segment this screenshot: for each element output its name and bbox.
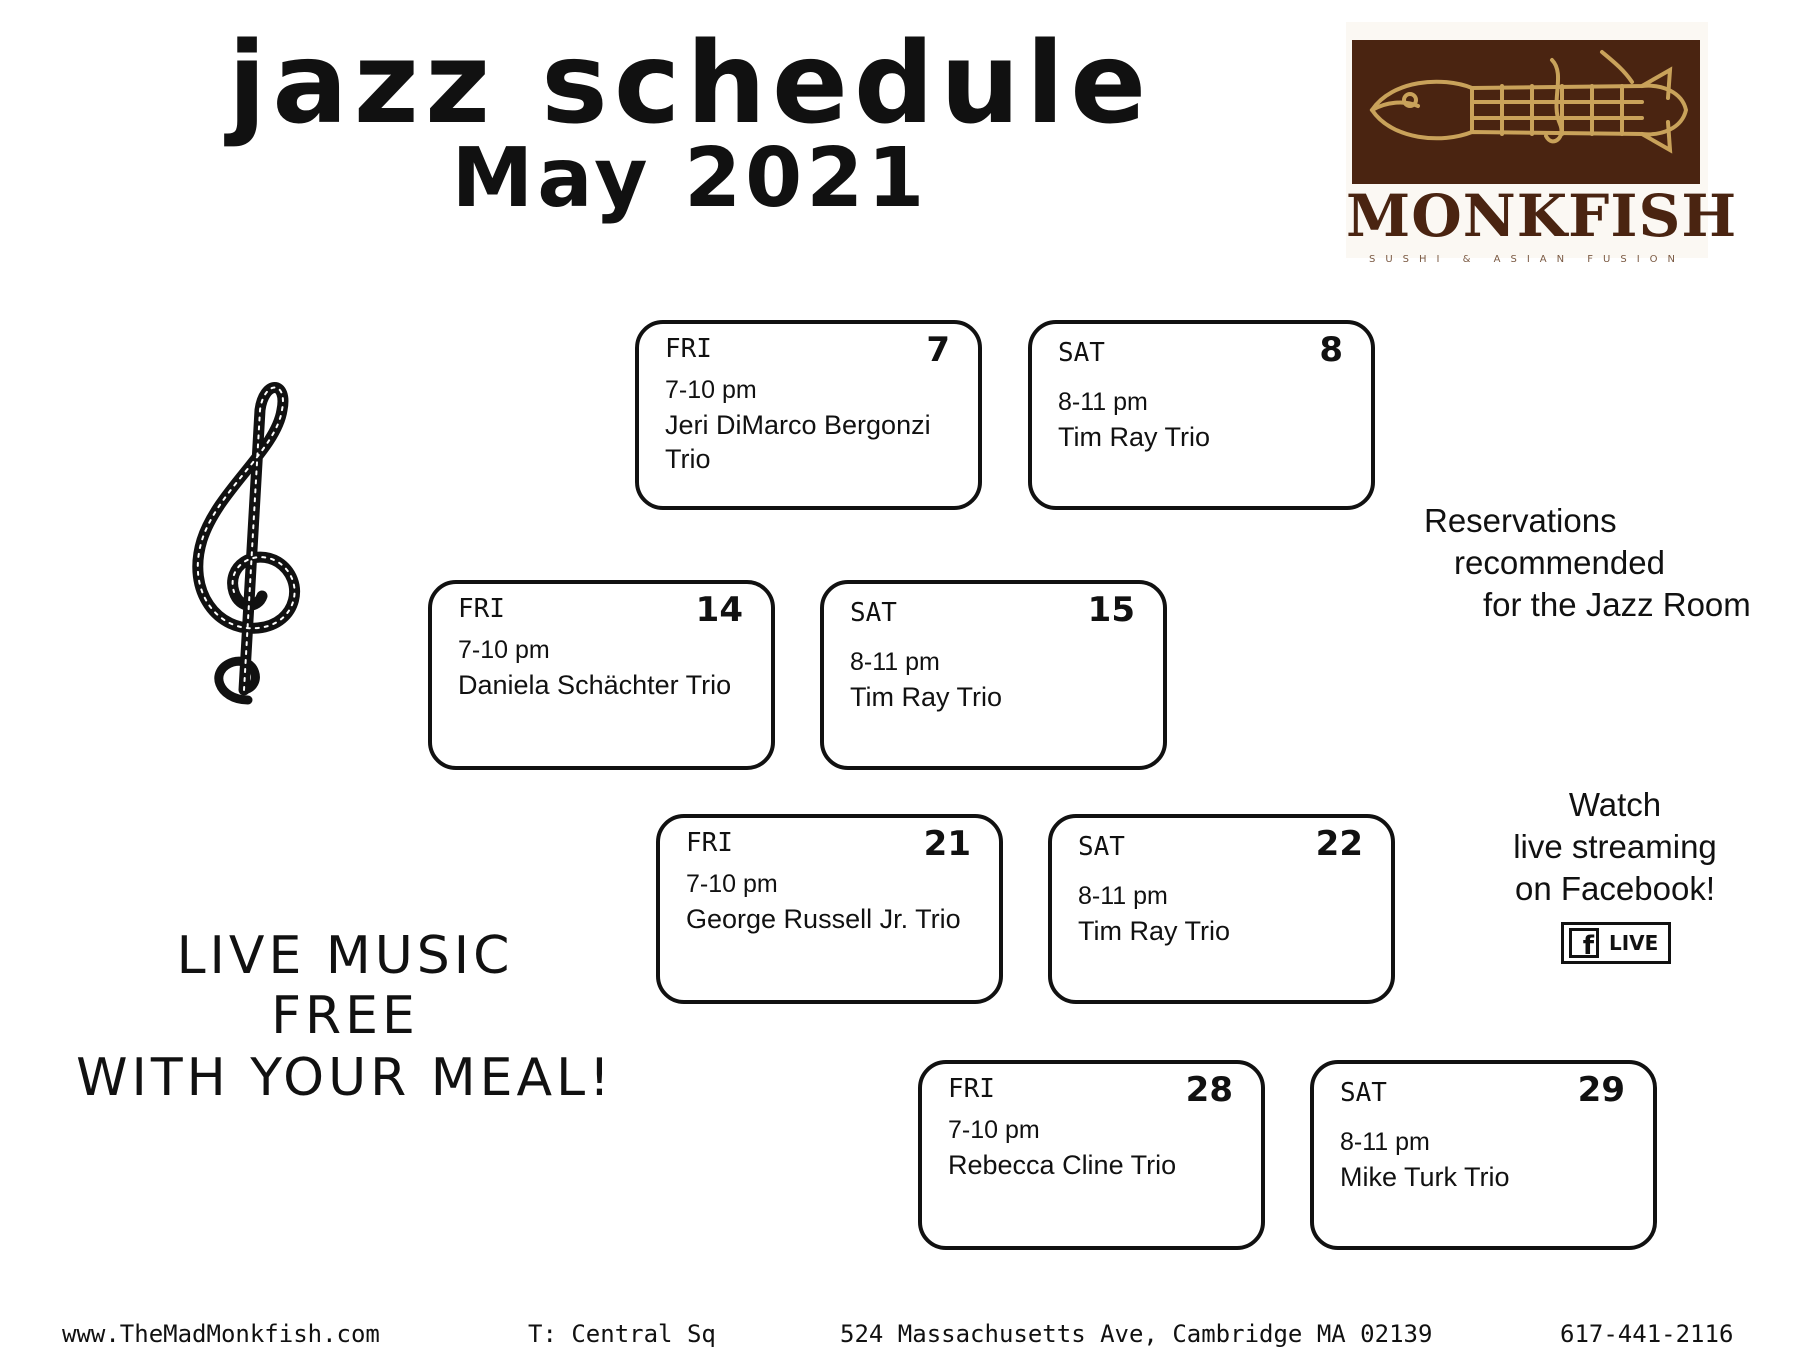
schedule-card-sat-15	[820, 580, 1167, 770]
card-date: 8	[1319, 330, 1343, 370]
card-day: SAT	[1078, 832, 1125, 862]
fish-icon	[1352, 40, 1700, 184]
schedule-card-fri-28	[918, 1060, 1265, 1250]
card-time: 7-10 pm	[665, 376, 757, 404]
card-date: 21	[923, 824, 971, 864]
treble-clef-icon	[178, 370, 318, 710]
card-date: 14	[695, 590, 743, 630]
card-day: FRI	[458, 594, 505, 624]
schedule-card-fri-21	[656, 814, 1003, 1004]
promo-line-2: FREE	[271, 986, 419, 1046]
facebook-live-label: LIVE	[1609, 931, 1659, 955]
logo-name: MONKFISH	[1346, 182, 1738, 250]
card-date: 7	[926, 330, 950, 370]
page-subtitle: May 2021	[451, 131, 929, 226]
footer-transit: T: Central Sq	[528, 1320, 716, 1348]
watch-line-2: live streaming	[1513, 828, 1717, 865]
footer-phone[interactable]: 617-441-2116	[1560, 1320, 1734, 1348]
reservations-line-1: Reservations	[1424, 502, 1617, 539]
facebook-live-badge[interactable]	[1561, 922, 1671, 964]
reservations-line-2: recommended	[1454, 544, 1665, 581]
card-time: 8-11 pm	[1058, 388, 1148, 416]
card-date: 22	[1315, 824, 1363, 864]
card-day: SAT	[1058, 338, 1105, 368]
schedule-card-sat-29	[1310, 1060, 1657, 1250]
schedule-card-sat-8	[1028, 320, 1375, 510]
page-title: jazz schedule	[227, 19, 1153, 149]
footer-website-link[interactable]: www.TheMadMonkfish.com	[62, 1320, 380, 1348]
facebook-icon: f	[1569, 928, 1599, 958]
card-act: Jeri DiMarco Bergonzi Trio	[665, 410, 931, 474]
logo-banner	[1352, 40, 1700, 184]
card-act: Tim Ray Trio	[1078, 916, 1231, 946]
card-time: 8-11 pm	[1078, 882, 1168, 910]
watch-line-1: Watch	[1568, 786, 1662, 823]
card-day: SAT	[850, 598, 897, 628]
card-time: 8-11 pm	[850, 648, 940, 676]
card-act: George Russell Jr. Trio	[686, 904, 961, 934]
reservations-line-3: for the Jazz Room	[1483, 586, 1751, 623]
watch-line-3: on Facebook!	[1515, 870, 1715, 907]
card-act: Rebecca Cline Trio	[948, 1150, 1177, 1180]
promo-line-1: LIVE MUSIC	[176, 926, 514, 986]
card-act: Tim Ray Trio	[850, 682, 1003, 712]
card-date: 15	[1087, 590, 1135, 630]
card-date: 28	[1185, 1070, 1233, 1110]
card-day: FRI	[665, 334, 712, 364]
card-day: FRI	[686, 828, 733, 858]
logo-tagline: SUSHI & ASIAN FUSION	[1369, 254, 1685, 265]
monkfish-logo	[1346, 22, 1738, 265]
footer-address: 524 Massachusetts Ave, Cambridge MA 02139	[840, 1320, 1433, 1348]
watch-note	[1470, 784, 1760, 910]
card-date: 29	[1577, 1070, 1625, 1110]
card-act: Tim Ray Trio	[1058, 422, 1211, 452]
card-day: FRI	[948, 1074, 995, 1104]
schedule-card-fri-7	[635, 320, 982, 510]
promo-line-3: WITH YOUR MEAL!	[76, 1048, 614, 1108]
schedule-card-fri-14	[428, 580, 775, 770]
card-time: 8-11 pm	[1340, 1128, 1430, 1156]
schedule-card-sat-22	[1048, 814, 1395, 1004]
card-time: 7-10 pm	[686, 870, 778, 898]
card-day: SAT	[1340, 1078, 1387, 1108]
card-act: Mike Turk Trio	[1340, 1162, 1510, 1192]
card-time: 7-10 pm	[948, 1116, 1040, 1144]
card-act: Daniela Schächter Trio	[458, 670, 732, 700]
card-time: 7-10 pm	[458, 636, 550, 664]
